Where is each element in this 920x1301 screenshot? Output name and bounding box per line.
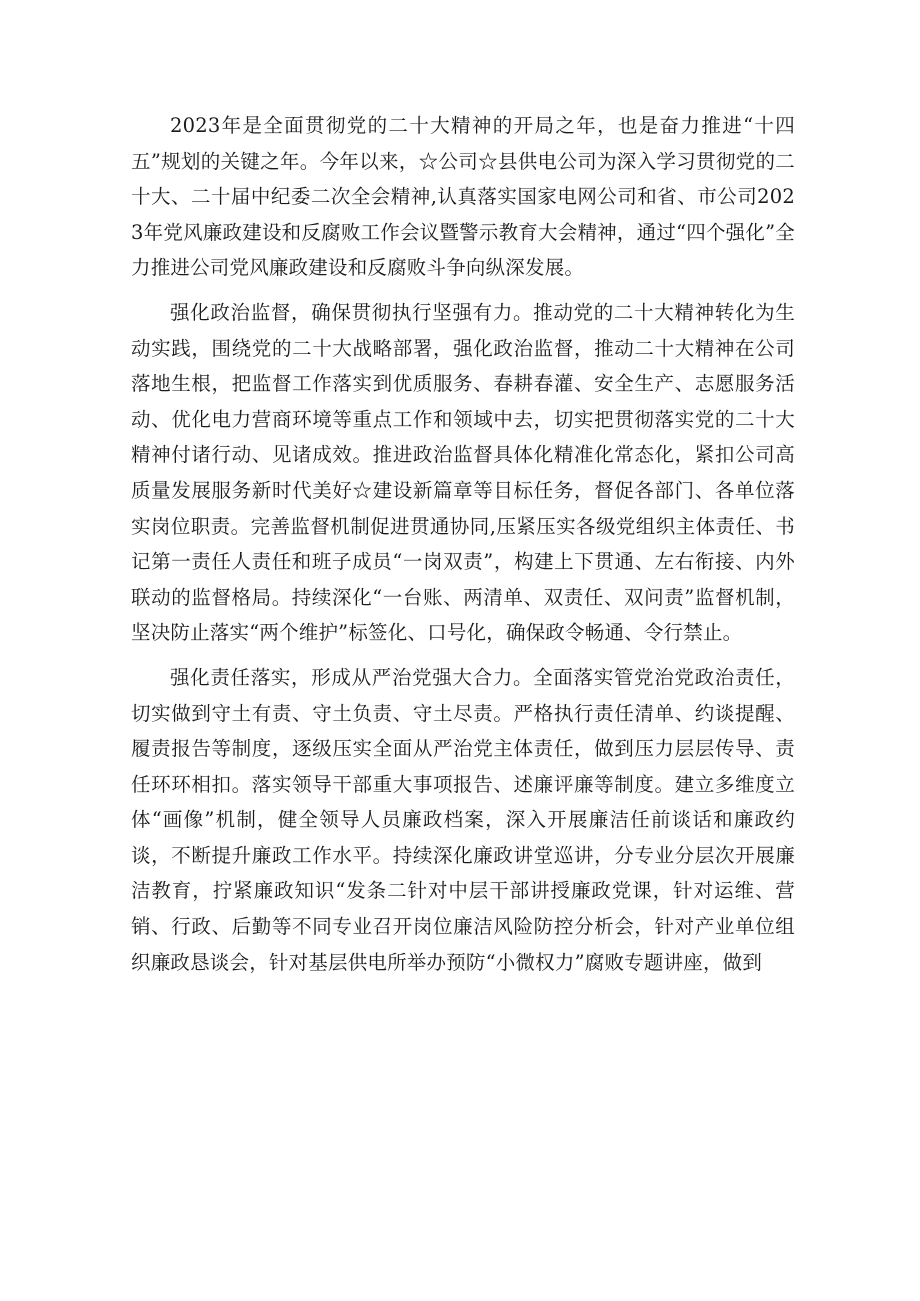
paragraph-responsibility: 强化责任落实，形成从严治党强大合力。全面落实管党治党政治责任，切实做到守土有责、守土负责、守土尽责。严格执行责任清单、约谈提醒、履责报告等制度，逐级压实全面从严治党主体责任，做到压力层层传导、责任环环相扣。落实领导干部重大事项报告、述廉评廉等制度。建立多维度立体“画像”机制，健全领导人员廉政档案，深入开展廉洁任前谈话和廉政约谈，不断提升廉政工作水平。持续深化廉政讲堂巡讲，分专业分层次开展廉洁教育，拧紧廉政知识“发条二针对中层干部讲授廉政党课，针对运维、营销、行政、后勤等不同专业召开岗位廉洁风险防控分析会，针对产业单位组织廉政恳谈会，针对基层供电所举办预防“小微权力”腐败专题讲座，做到: [131, 665, 795, 974]
paragraph-political-supervision: 强化政治监督，确保贯彻执行坚强有力。推动党的二十大精神转化为生动实践，围绕党的二十大战略部署，强化政治监督，推动二十大精神在公司落地生根，把监督工作落实到优质服务、春耕春灌、安全生产、志愿服务活动、优化电力营商环境等重点工作和领域中去，切实把贯彻落实党的二十大精神付诸行动、见诸成效。推进政治监督具体化精准化常态化，紧扣公司高质量发展服务新时代美好☆建设新篇章等目标任务，督促各部门、各单位落实岗位职责。完善监督机制促进贯通协同,压紧压实各级党组织主体责任、书记第一责任人责任和班子成员“一岗双责”，构建上下贯通、左右衔接、内外联动的监督格局。持续深化“一台账、两清单、双责任、双问责”监督机制，坚决防止落实“两个维护”标签化、口号化，确保政令畅通、令行禁止。: [131, 300, 795, 645]
document-body: [131, 108, 795, 989]
paragraph-intro: 2023年是全面贯彻党的二十大精神的开局之年，也是奋力推进“十四五”规划的关键之年。今年以来，☆公司☆县供电公司为深入学习贯彻党的二十大、二十届中纪委二次全会精神,认真落实国家电网公司和省、市公司2023年党风廉政建设和反腐败工作会议暨警示教育大会精神，通过“四个强化”全力推进公司党风廉政建设和反腐败斗争向纵深发展。: [131, 114, 795, 280]
